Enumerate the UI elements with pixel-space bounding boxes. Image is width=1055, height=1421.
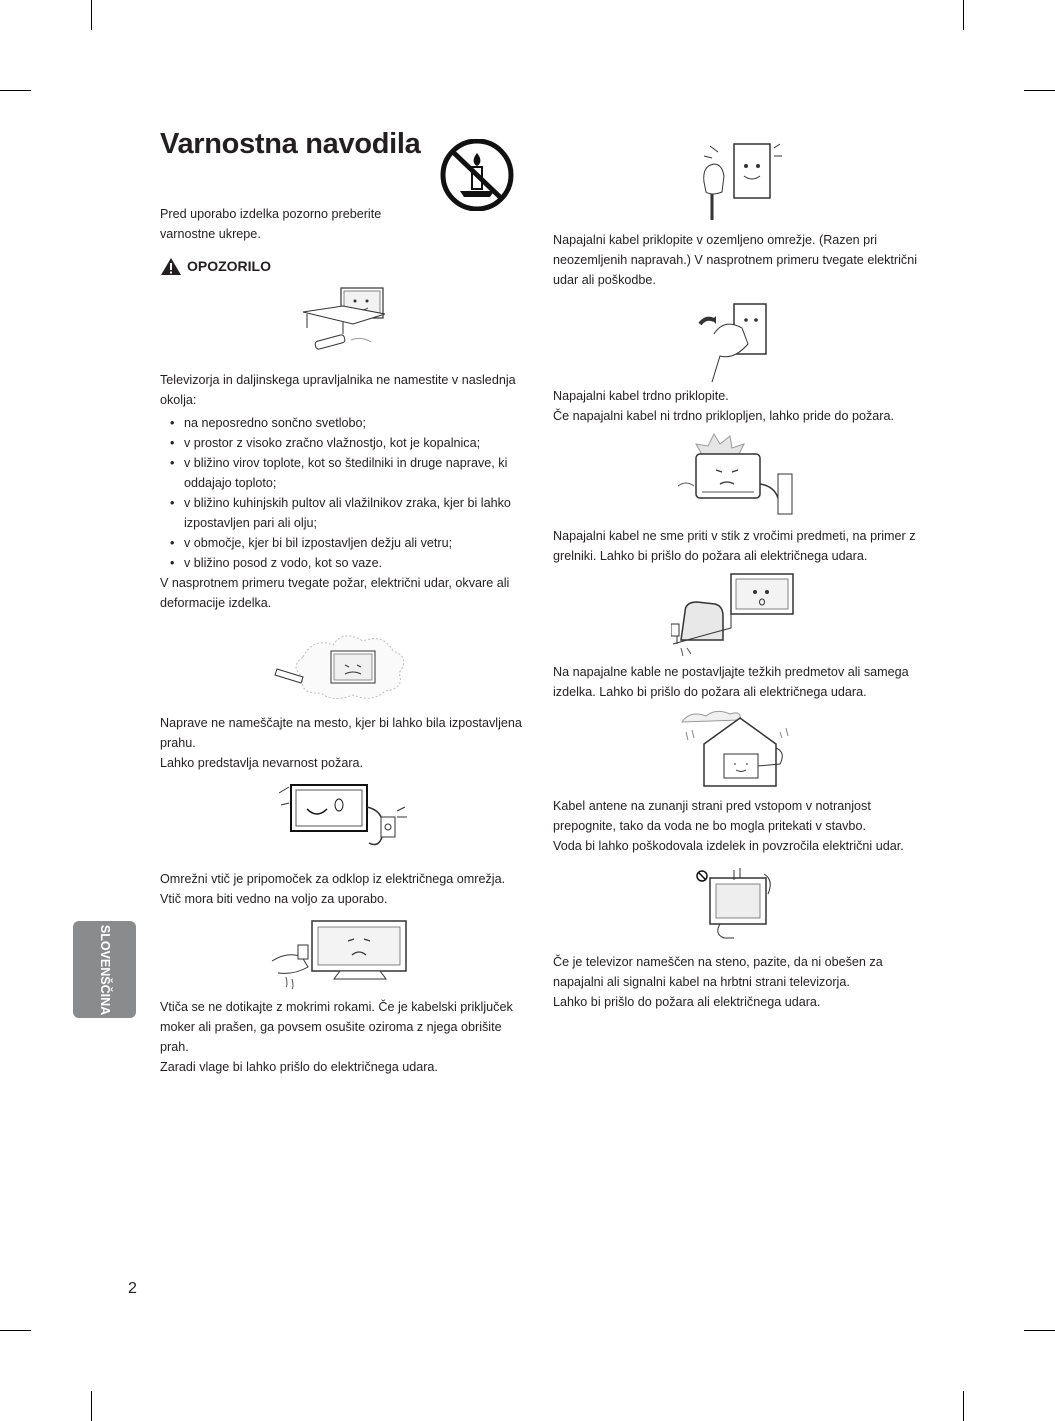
- crop-mark: [91, 0, 92, 30]
- heater-warning: Napajalni kabel ne sme priti v stik z vročimi predmeti, na primer z grelniki. Lahko bi prišlo do požara ali električnega udara.: [553, 529, 916, 563]
- wet-hands-warning: Vtiča se ne dotikajte z mokrimi rokami. Če je kabelski priključek moker ali prašen, ga povsem osušite oziroma z njega obrišite prah. Zaradi vlage bi lahko prišlo do električnega udara.: [160, 1000, 513, 1074]
- dust-illustration: [273, 627, 413, 707]
- crop-mark: [963, 1391, 964, 1421]
- list-item: • v bližino kuhinjskih pultov ali vlažilnikov zraka, kjer bi lahko izpostavljen pari ali olju;: [160, 493, 525, 533]
- crop-mark: [0, 1330, 31, 1331]
- crop-mark: [1024, 90, 1055, 91]
- grounded-outlet-illustration: [686, 136, 786, 224]
- list-item: • na neposredno sončno svetlobo;: [160, 413, 525, 433]
- crop-mark: [963, 0, 964, 30]
- environment-intro: Televizorja in daljinskega upravljalnika ne namestite v naslednja okolja:: [160, 373, 516, 407]
- ground-warning: Napajalni kabel priklopite v ozemljeno omrežje. (Razen pri neozemljenih napravah.) V nasprotnem primeru tvegate električni udar ali poškodbe.: [553, 233, 918, 287]
- dust-warning: Naprave ne nameščajte na mesto, kjer bi lahko bila izpostavljena prahu. Lahko predstavlja nevarnost požara.: [160, 716, 522, 770]
- list-item: • v bližino posod z vodo, kot so vaze.: [160, 553, 525, 573]
- wall-mount-warning: Če je televizor nameščen na steno, pazite, da ni obešen za napajalni ali signalni kabel na hrbtni strani televizorja. Lahko bi prišlo do požara ali električnega udara.: [553, 955, 883, 1009]
- warning-heading: [160, 256, 525, 276]
- language-tab: [73, 921, 136, 1018]
- intro-text: Pred uporabo izdelka pozorno preberite varnostne ukrepe.: [160, 207, 382, 241]
- right-column: [553, 136, 919, 1012]
- firm-plug-warning: Napajalni kabel trdno priklopite. Če napajalni kabel ni trdno priklopljen, lahko pride do požara.: [553, 389, 894, 423]
- environment-list: [160, 413, 525, 573]
- page-title: Varnostna navodila: [160, 128, 421, 160]
- tv-plug-illustration: [273, 781, 413, 855]
- language-label: SLOVENŠČINA: [97, 924, 112, 1015]
- wall-mount-cable-illustration: [694, 866, 778, 946]
- heavy-object-warning: Na napajalne kable ne postavljajte težkih predmetov ali samega izdelka. Lahko bi prišlo do požara ali električnega udara.: [553, 665, 909, 699]
- warning-label: OPOZORILO: [187, 258, 271, 274]
- crop-mark: [0, 90, 31, 91]
- crop-mark: [1024, 1330, 1055, 1331]
- crop-mark: [91, 1391, 92, 1421]
- tv-remote-environment-illustration: [293, 284, 393, 360]
- no-open-flame-icon: [438, 139, 516, 211]
- wet-hands-illustration: [268, 915, 418, 991]
- list-item: • v območje, kjer bi bil izpostavljen dežju ali vetru;: [160, 533, 525, 553]
- heater-cable-illustration: [674, 430, 798, 522]
- warning-triangle-icon: [160, 257, 182, 276]
- left-column: [160, 204, 525, 1077]
- list-item: • v prostor z visoko zračno vlažnostjo, kot je kopalnica;: [160, 433, 525, 453]
- environment-outro: V nasprotnem primeru tvegate požar, električni udar, okvare ali deformacije izdelka.: [160, 576, 510, 610]
- antenna-warning: Kabel antene na zunanji strani pred vstopom v notranjost prepognite, tako da voda ne bo mogla pritekati v stavbo. Voda bi lahko poškodovala izdelek in povzročila električni udar.: [553, 799, 904, 853]
- list-item: • v bližino virov toplote, kot so štedilniki in druge naprave, ki oddajajo toploto;: [160, 453, 525, 493]
- page-number: 2: [128, 1280, 137, 1297]
- antenna-cable-illustration: [676, 708, 796, 792]
- firm-plug-illustration: [694, 294, 778, 384]
- plug-warning: Omrežni vtič je pripomoček za odklop iz električnega omrežja. Vtič mora biti vedno na voljo za uporabo.: [160, 872, 506, 906]
- heavy-object-illustration: [671, 572, 801, 660]
